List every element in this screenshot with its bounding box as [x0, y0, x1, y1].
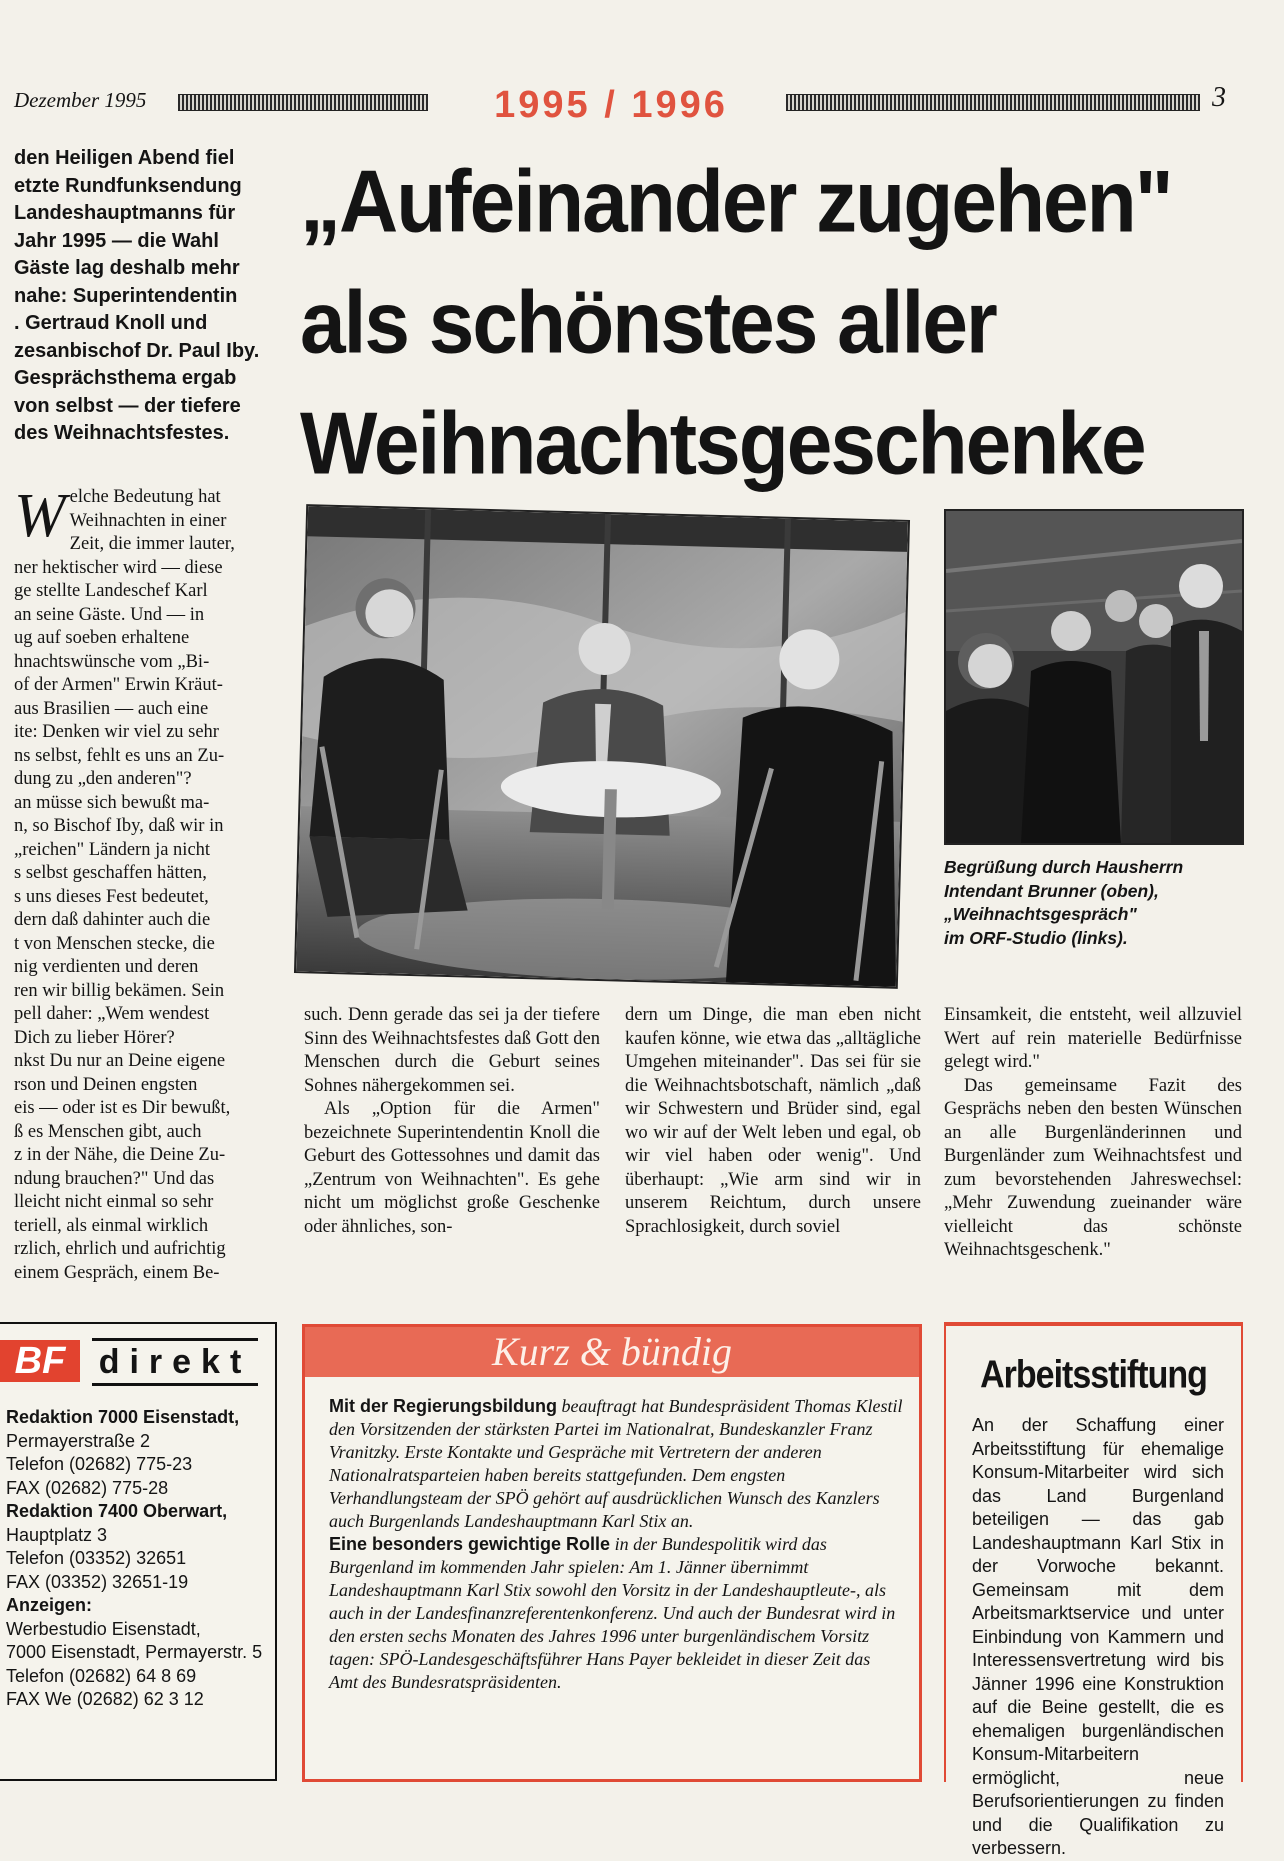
issue-date: Dezember 1995: [14, 88, 147, 112]
text-line: ite: Denken wir viel zu sehr: [14, 722, 219, 742]
text-line: ner hektischer wird — diese: [14, 557, 223, 578]
contact-line: Telefon (02682) 775-23: [6, 1454, 193, 1474]
header-rule-right: [786, 94, 1200, 111]
caption-line: Intendant Brunner (oben),: [944, 880, 1159, 901]
text-line: Dich zu lieber Hörer?: [14, 1027, 175, 1048]
paragraph: dern um Dinge, die man eben nicht kaufen könne, wie etwa das „alltägliche Umgehen miteinander". Das sei für sie die Weihnachtsbotschaft, nämlich „daß wir Schwestern und Brüder sind, egal wo wir auf der Welt leben und egal, ob wir viel haben oder wenig". Und überhaupt: „Wie arm sind wir in unserem Reichtum, durch unsere Sprachlosigkeit, durch soviel: [625, 1005, 921, 1237]
intro-line: Jahr 1995 — die Wahl: [14, 229, 219, 252]
arbeitsstiftung-text: An der Schaffung einer Arbeitsstiftung für ehemalige Konsum-Mitarbeiter wird sich das Land Burgenland beteiligen — das gab Landeshauptmann Karl Stix in der Vorwoche bekannt. Gemeinsam mit dem Arbeitsmarktservice und unter Einbindung von Kammern und Interessensvertretung wird bis Jänner 1996 eine Konstruktion auf die Beine gestellt, die es ehemaligen burgenländischen Konsum-Mitarbeitern ermöglicht, neue Berufsorientierungen zu finden und die Qualifikation zu verbessern.: [972, 1415, 1224, 1858]
text-line: ndung brauchen?" Und das: [14, 1168, 215, 1189]
intro-line: Gesprächsthema ergab: [14, 367, 237, 389]
contact-line: FAX (02682) 775-28: [6, 1477, 169, 1498]
paragraph: Das gemeinsame Fazit des Gesprächs neben den besten Wünschen an alle Burgenländerinnen und Burgenländer zum Weihnachtsfest und zum bevorstehenden Jahreswechsel: „Mehr Zuwendung zueinander wäre vielleicht das schönste Weihnachtsgeschenk.": [944, 1075, 1242, 1260]
contact-line: Telefon (02682) 64 8 69: [6, 1665, 197, 1686]
text-line: elche Bedeutung hat: [69, 487, 221, 507]
text-line: „reichen" Ländern ja nicht: [14, 839, 211, 860]
paragraph: such. Denn gerade das sei ja der tiefere Sinn des Weihnachtsfestes daß Gott den Menschen durch die Geburt seines Sohnes nähergekommen sei.: [304, 1005, 600, 1096]
text-line: ge stellte Landeschef Karl: [14, 581, 208, 601]
caption-line: „Weihnachtsgespräch": [944, 904, 1137, 924]
text-line: s uns dieses Fest bedeutet,: [14, 886, 209, 907]
contact-line: Redaktion 7000 Eisenstadt,: [6, 1407, 240, 1427]
text-line: Weihnachten in einer: [69, 510, 227, 531]
photo-caption: [944, 856, 1244, 950]
intro-line: Landeshauptmanns für: [14, 202, 236, 224]
text-line: lleicht nicht einmal so sehr: [14, 1192, 214, 1212]
intro-line: . Gertraud Knoll und: [14, 312, 208, 334]
text-line: pell daher: „Wem wendest: [14, 1004, 210, 1024]
text-line: dung zu „den anderen"?: [14, 769, 192, 789]
text-line: ns selbst, fehlt es uns an Zu-: [14, 745, 225, 766]
text-line: of der Armen" Erwin Kräut-: [14, 675, 223, 695]
bf-direkt-title: direkt: [92, 1338, 258, 1386]
text-line: an müsse sich bewußt ma-: [14, 792, 210, 813]
page-number: 3: [1212, 82, 1226, 113]
intro-line: etzte Rundfunksendung: [14, 174, 242, 197]
contact-lines: [6, 1406, 272, 1712]
contact-line: Permayerstraße 2: [6, 1430, 151, 1451]
news-lead: Mit der Regierungsbildung: [329, 1396, 557, 1416]
intro-line: Gäste lag deshalb mehr: [14, 257, 240, 279]
text-line: eis — oder ist es Dir bewußt,: [14, 1098, 231, 1118]
text-line: ug auf soeben erhaltene: [14, 628, 190, 648]
text-line: n, so Bischof Iby, daß wir in: [14, 816, 224, 836]
intro-line: von selbst — der tiefere: [14, 394, 241, 417]
contact-line: Anzeigen:: [6, 1595, 93, 1615]
text-line: hnachtswünsche vom „Bi-: [14, 651, 210, 672]
paragraph: Als „Option für die Armen" bezeichnete Superintendentin Knoll die Geburt des Gottessohnes und damit das „Zentrum von Weihnachten". Es gehe nicht um möglichst große Geschenke oder ähnliches, son-: [304, 1099, 600, 1237]
arbeitsstiftung-title: Arbeitsstiftung: [980, 1353, 1207, 1397]
kurz-buendig-title: Kurz & bündig: [305, 1327, 919, 1377]
paragraph: Einsamkeit, die entsteht, weil allzuviel Wert auf rein materielle Bedürfnisse gelegt wird.": [944, 1005, 1242, 1072]
text-line: teriell, als einmal wirklich: [14, 1215, 209, 1236]
intro-line: den Heiligen Abend fiel: [14, 147, 235, 169]
article-column-2: [304, 1004, 600, 1239]
text-line: s selbst geschaffen hätten,: [14, 863, 207, 883]
intro-line: nahe: Superintendentin: [14, 284, 238, 307]
bf-logo: BF: [0, 1340, 80, 1382]
text-line: Zeit, die immer lauter,: [69, 534, 235, 554]
contact-line: FAX We (02682) 62 3 12: [6, 1689, 204, 1709]
headline-line-3: Weihnachtsgeschenke: [300, 394, 1145, 493]
intro-line: zesanbischof Dr. Paul Iby.: [14, 339, 260, 362]
section-year: 1995 / 1996: [494, 84, 728, 126]
caption-line: Begrüßung durch Hausherrn: [944, 857, 1184, 877]
news-item: [329, 1533, 903, 1694]
studio-photo: [294, 504, 910, 989]
greeting-photo: [944, 509, 1244, 845]
text-line: rson und Deinen engsten: [14, 1074, 198, 1095]
kurz-buendig-text: [329, 1395, 903, 1694]
arbeitsstiftung-box: [944, 1322, 1243, 1858]
intro-text: [14, 145, 282, 448]
kurz-buendig-box: [302, 1324, 922, 1782]
intro-line: des Weihnachtsfestes.: [14, 422, 230, 444]
header-rule-left: [178, 94, 428, 111]
bf-direkt-box: [0, 1322, 277, 1781]
article-column-1: [14, 482, 276, 1285]
contact-line: Werbestudio Eisenstadt,: [6, 1618, 201, 1639]
news-item: [329, 1395, 903, 1533]
text-line: aus Brasilien — auch eine: [14, 698, 209, 719]
article-column-3: [625, 1004, 921, 1239]
headline-line-1: „Aufeinander zugehen": [300, 152, 1172, 252]
text-line: ß es Menschen gibt, auch: [14, 1121, 202, 1142]
text-line: t von Menschen stecke, die: [14, 933, 215, 954]
news-lead: Eine besonders gewichtige Rolle: [329, 1534, 611, 1554]
drop-cap: W: [14, 482, 66, 550]
article-column-4: [944, 1004, 1242, 1263]
text-line: ren wir billig bekämen. Sein: [14, 980, 225, 1001]
contact-line: FAX (03352) 32651-19: [6, 1571, 189, 1592]
text-line: nkst Du nur an Deine eigene: [14, 1051, 226, 1071]
news-body: in der Bundespolitik wird das Burgenland im kommenden Jahr spielen: Am 1. Jänner übernimmt Landeshauptmann Karl Stix sowohl den Vorsitz in der Landeshauptleute-, als auch in der Landesfinanzreferentenkonferenz. Und auch der Bundesrat wird in den ersten sechs Monaten des Jahres 1996 unter burgenländischem Vorsitz tagen: SPÖ-Landesgeschäftsführer Hans Payer bekleidet in dieser Zeit das Amt des Bundesratspräsidenten.: [329, 1534, 896, 1692]
contact-line: Hauptplatz 3: [6, 1524, 108, 1545]
contact-line: 7000 Eisenstadt, Permayerstr. 5: [6, 1642, 263, 1662]
text-line: nig verdienten und deren: [14, 957, 199, 977]
caption-line: im ORF-Studio (links).: [944, 927, 1128, 948]
contact-line: Telefon (03352) 32651: [6, 1548, 187, 1568]
news-body: beauftragt hat Bundespräsident Thomas Klestil den Vorsitzenden der stärksten Partei im Nationalrat, Bundeskanzler Franz Vranitzky. Erste Kontakte und Gespräche mit Vertretern der anderen Nationalratsparteien haben bereits stattgefunden. Dem engsten Verhandlungsteam der SPÖ gehört auf ausdrücklichen Wunsch des Kanzlers auch Burgenlands Landeshauptmann Karl Stix an.: [329, 1396, 903, 1531]
contact-line: Redaktion 7400 Oberwart,: [6, 1501, 228, 1521]
text-line: einem Gespräch, einem Be-: [14, 1262, 220, 1283]
text-line: an seine Gäste. Und — in: [14, 604, 205, 625]
headline: [300, 142, 1260, 505]
text-line: z in der Nähe, die Deine Zu-: [14, 1145, 226, 1165]
text-line: rzlich, ehrlich und aufrichtig: [14, 1239, 226, 1259]
text-line: dern daß dahinter auch die: [14, 910, 211, 930]
headline-line-2: als schönstes aller: [300, 273, 996, 373]
